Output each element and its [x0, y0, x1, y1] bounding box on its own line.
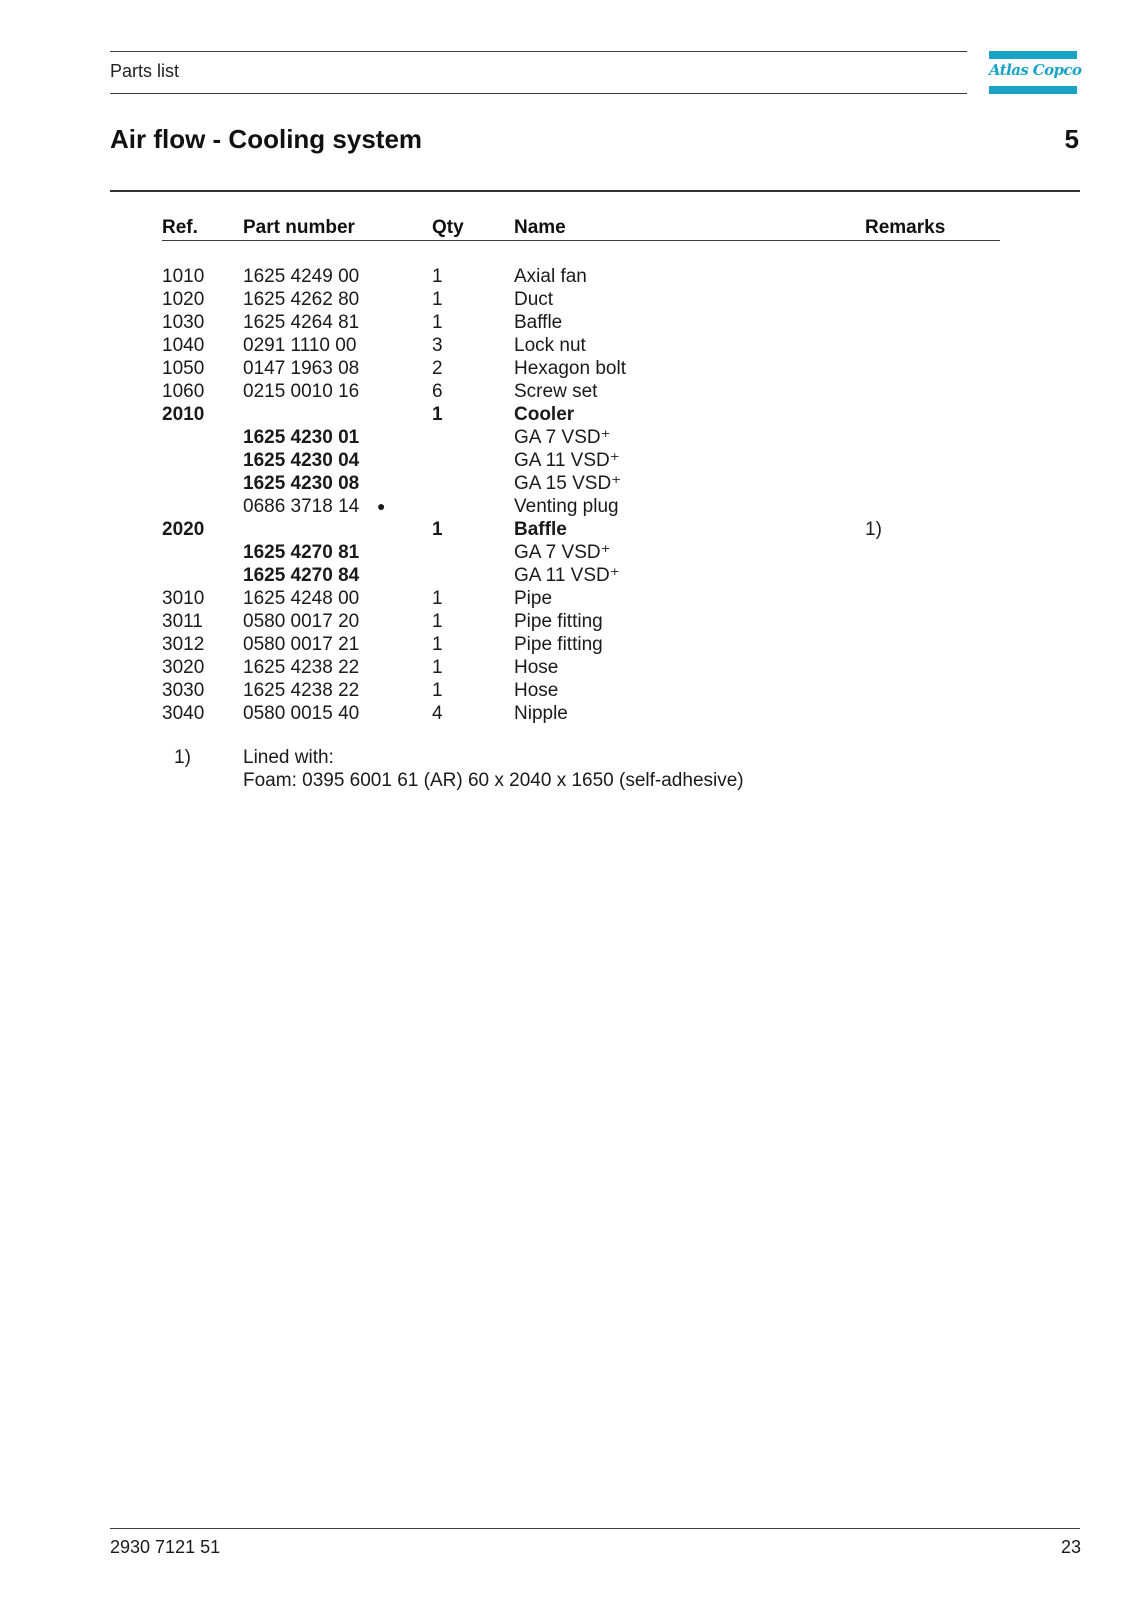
column-header-remarks: Remarks	[865, 217, 946, 238]
page-number: 23	[1060, 1537, 1081, 1557]
name-cell: GA 11 VSD⁺	[514, 565, 620, 586]
header-bottom-rule	[110, 93, 967, 94]
column-header-ref: Ref.	[162, 217, 198, 238]
part-number-cell: 1625 4248 00	[243, 588, 360, 609]
footnote-marker: 1)	[174, 747, 191, 768]
qty-cell: 1	[432, 657, 443, 678]
part-number-cell: 1625 4230 08	[243, 473, 360, 494]
ref-cell: 2020	[162, 519, 205, 540]
ref-cell: 3040	[162, 703, 205, 724]
section-number: 5	[1064, 124, 1079, 154]
table-row	[0, 426, 1131, 449]
part-number-cell: 1625 4230 01	[243, 427, 360, 448]
ref-cell: 3010	[162, 588, 205, 609]
ref-cell: 1060	[162, 381, 205, 402]
ref-cell: 1030	[162, 312, 205, 333]
qty-cell: 6	[432, 381, 443, 402]
column-header-name: Name	[514, 217, 566, 238]
part-number-cell: 0291 1110 00	[243, 335, 357, 356]
ref-cell: 3020	[162, 657, 205, 678]
column-header-qty: Qty	[432, 217, 464, 238]
table-row	[0, 564, 1131, 587]
part-number-cell: 0215 0010 16	[243, 381, 360, 402]
name-cell: Hexagon bolt	[514, 358, 626, 379]
footnote-line-2: Foam: 0395 6001 61 (AR) 60 x 2040 x 1650 (self-adhesive)	[243, 770, 744, 791]
parts-table	[0, 265, 1131, 725]
name-cell: Venting plug	[514, 496, 619, 517]
remarks-cell: 1)	[865, 519, 882, 540]
ref-cell: 1040	[162, 335, 205, 356]
qty-cell: 2	[432, 358, 443, 379]
name-cell: Pipe fitting	[514, 634, 603, 655]
part-number-cell: 0580 0017 21	[243, 634, 360, 655]
name-cell: Nipple	[514, 703, 568, 724]
ref-cell: 2010	[162, 404, 205, 425]
part-number-cell: 1625 4230 04	[243, 450, 360, 471]
table-row	[0, 357, 1131, 380]
logo-top-bar	[989, 51, 1077, 59]
table-row	[0, 288, 1131, 311]
table-row	[0, 541, 1131, 564]
ref-cell: 1020	[162, 289, 205, 310]
table-row	[0, 380, 1131, 403]
name-cell: Hose	[514, 657, 559, 678]
name-cell: Cooler	[514, 404, 575, 425]
table-row	[0, 633, 1131, 656]
document-number: 2930 7121 51	[110, 1537, 221, 1557]
part-number-cell: 1625 4264 81	[243, 312, 360, 333]
table-row	[0, 495, 1131, 518]
name-cell: Hose	[514, 680, 559, 701]
qty-cell: 1	[432, 519, 443, 540]
table-row	[0, 610, 1131, 633]
name-cell: Pipe fitting	[514, 611, 603, 632]
name-cell: Screw set	[514, 381, 598, 402]
qty-cell: 1	[432, 611, 443, 632]
table-row	[0, 679, 1131, 702]
footnote-line-1: Lined with:	[243, 747, 334, 768]
table-row	[0, 587, 1131, 610]
footnote-text	[243, 746, 744, 792]
column-header-rule	[162, 240, 1000, 241]
ref-cell: 3012	[162, 634, 205, 655]
qty-cell: 1	[432, 588, 443, 609]
name-cell: GA 11 VSD⁺	[514, 450, 620, 471]
logo-wordmark: Atlas Copco	[989, 61, 1082, 79]
part-number-cell: 1625 4238 22	[243, 657, 360, 678]
part-number-cell: 0686 3718 14	[243, 496, 360, 517]
part-number-cell: 1625 4262 80	[243, 289, 360, 310]
qty-cell: 1	[432, 404, 443, 425]
part-number-cell: 1625 4270 84	[243, 565, 360, 586]
table-row	[0, 403, 1131, 426]
ref-cell: 1010	[162, 266, 205, 287]
page-title: Air flow - Cooling system	[110, 124, 423, 154]
name-cell: Duct	[514, 289, 554, 310]
section-label: Parts list	[110, 61, 180, 81]
qty-cell: 3	[432, 335, 443, 356]
table-row	[0, 518, 1131, 541]
qty-cell: 1	[432, 634, 443, 655]
qty-cell: 1	[432, 312, 443, 333]
name-cell: GA 7 VSD⁺	[514, 542, 611, 563]
table-row	[0, 449, 1131, 472]
logo-bottom-bar	[989, 86, 1077, 94]
table-row	[0, 472, 1131, 495]
header-top-rule	[110, 51, 967, 52]
name-cell: Baffle	[514, 312, 563, 333]
footer-rule	[110, 1528, 1080, 1529]
name-cell: Axial fan	[514, 266, 587, 287]
table-row	[0, 334, 1131, 357]
ref-cell: 1050	[162, 358, 205, 379]
part-number-cell: 1625 4249 00	[243, 266, 360, 287]
ref-cell: 3030	[162, 680, 205, 701]
table-row	[0, 265, 1131, 288]
table-row	[0, 311, 1131, 334]
name-cell: GA 15 VSD⁺	[514, 473, 622, 494]
part-number-cell: 0580 0015 40	[243, 703, 360, 724]
name-cell: Lock nut	[514, 335, 586, 356]
name-cell: GA 7 VSD⁺	[514, 427, 611, 448]
part-number-cell: 0580 0017 20	[243, 611, 360, 632]
part-number-cell: 0147 1963 08	[243, 358, 360, 379]
qty-cell: 4	[432, 703, 443, 724]
title-rule	[110, 190, 1080, 192]
qty-cell: 1	[432, 680, 443, 701]
part-number-cell: 1625 4238 22	[243, 680, 360, 701]
spare-part-marker: ●	[377, 498, 386, 514]
table-row	[0, 656, 1131, 679]
column-header-part-number: Part number	[243, 217, 355, 238]
qty-cell: 1	[432, 289, 443, 310]
table-row	[0, 702, 1131, 725]
qty-cell: 1	[432, 266, 443, 287]
ref-cell: 3011	[162, 611, 203, 632]
atlas-copco-logo	[989, 51, 1082, 94]
part-number-cell: 1625 4270 81	[243, 542, 360, 563]
name-cell: Pipe	[514, 588, 553, 609]
name-cell: Baffle	[514, 519, 567, 540]
